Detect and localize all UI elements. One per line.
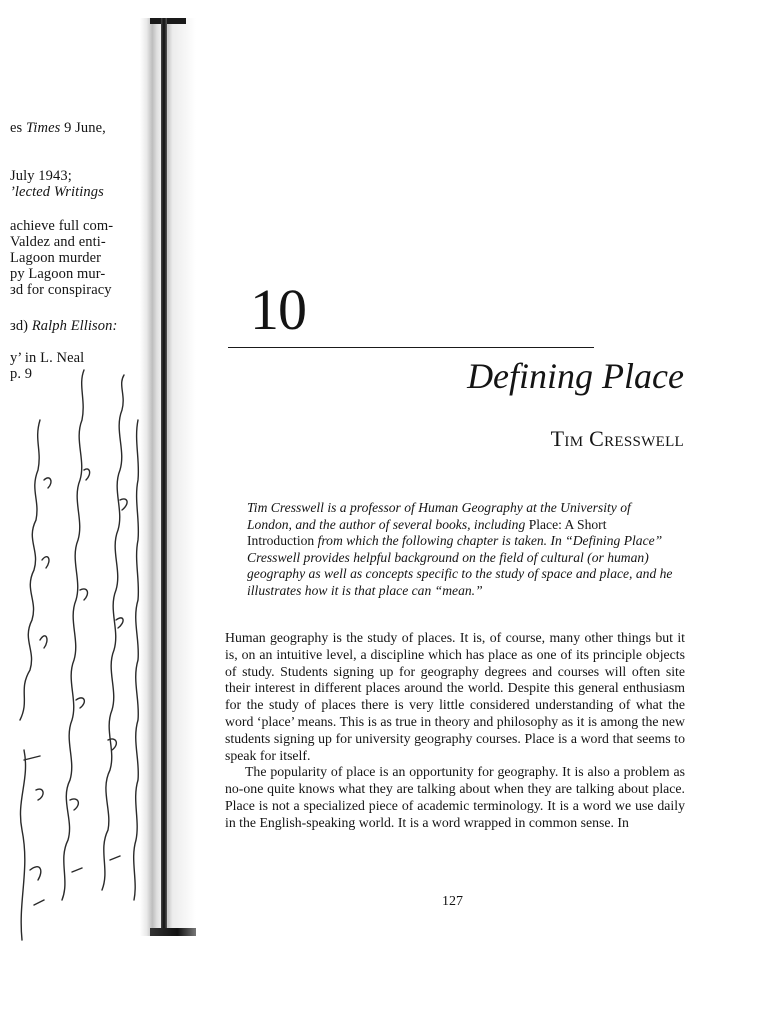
- chapter-number: 10: [250, 277, 306, 342]
- left-page-line-part: зd): [10, 318, 32, 334]
- left-page-line-part: зd for conspiracy: [10, 282, 112, 298]
- chapter-intro: [247, 500, 677, 600]
- body-paragraph-2: The popularity of place is an opportunity for geography. It is also a problem as no-one quite knows what they are talking about when they are talking about place. Place is not a specialized piece of academic terminology. It is a word we use daily in the English-speaking world. It is a word wrapped in common sense. In: [225, 764, 685, 830]
- left-page-line-part: Times: [26, 120, 61, 136]
- left-page-line-part: еs: [10, 120, 27, 136]
- chapter-title: Defining Place: [467, 356, 684, 396]
- intro-text-start: Tim Cresswell is a professor of Human Geography at the University of London, and the author of several books, including: [247, 500, 631, 532]
- gutter-bottom-edge: [150, 928, 196, 936]
- gutter-binding-line: [161, 18, 167, 936]
- left-page-line-part: ’lected Writings: [10, 184, 104, 200]
- book-gutter: [140, 18, 196, 936]
- intro-book-title: Place: A Short Introduction: [247, 516, 607, 549]
- body-text: [225, 630, 685, 832]
- left-page-line-part: Lagoon murder: [10, 250, 102, 266]
- left-page-line-part: Ralph Ellison:: [31, 318, 118, 334]
- body-paragraph-1: Human geography is the study of places. It is, of course, many other things but it is, on an intuitive level, a discipline which has place as one of its principle objects of study. Students signing up for geography degrees and courses will often site their interest in different places around the world. Despite this general enthusiasm for the study of places there is very little considered understanding of what the word ‘place’ means. This is as true in theory and philosophy as it is among the new students signing up for university geography courses. Place is a word that seems to speak for itself.: [225, 630, 685, 763]
- page-number: 127: [442, 894, 463, 909]
- intro-text-end: from which the following chapter is taken. In “Defining Place” Cresswell provides helpful background on the field of cultural (or human) geography as well as concepts specific to the study of space and place, and he illustrates how it is that place can “mean.”: [247, 533, 673, 598]
- left-page-fragment: [0, 0, 140, 1024]
- intro-paragraph: [247, 500, 677, 600]
- left-page-line-part: July 1943;: [10, 168, 72, 184]
- left-page-line-part: achieve full com-: [10, 218, 114, 234]
- handwritten-annotation: [0, 0, 140, 1024]
- left-page-line-part: py Lagoon mur-: [10, 266, 106, 282]
- chapter-rule: [228, 347, 594, 348]
- left-page-line-part: p. 9: [10, 366, 33, 382]
- chapter-author: Tim Cresswell: [550, 426, 684, 451]
- left-page-line-part: y’ in L. Neal: [10, 350, 85, 366]
- left-page-line-part: Valdez and enti-: [10, 234, 106, 250]
- left-page-line-part: 9 June,: [60, 120, 106, 136]
- gutter-top-edge: [150, 18, 186, 24]
